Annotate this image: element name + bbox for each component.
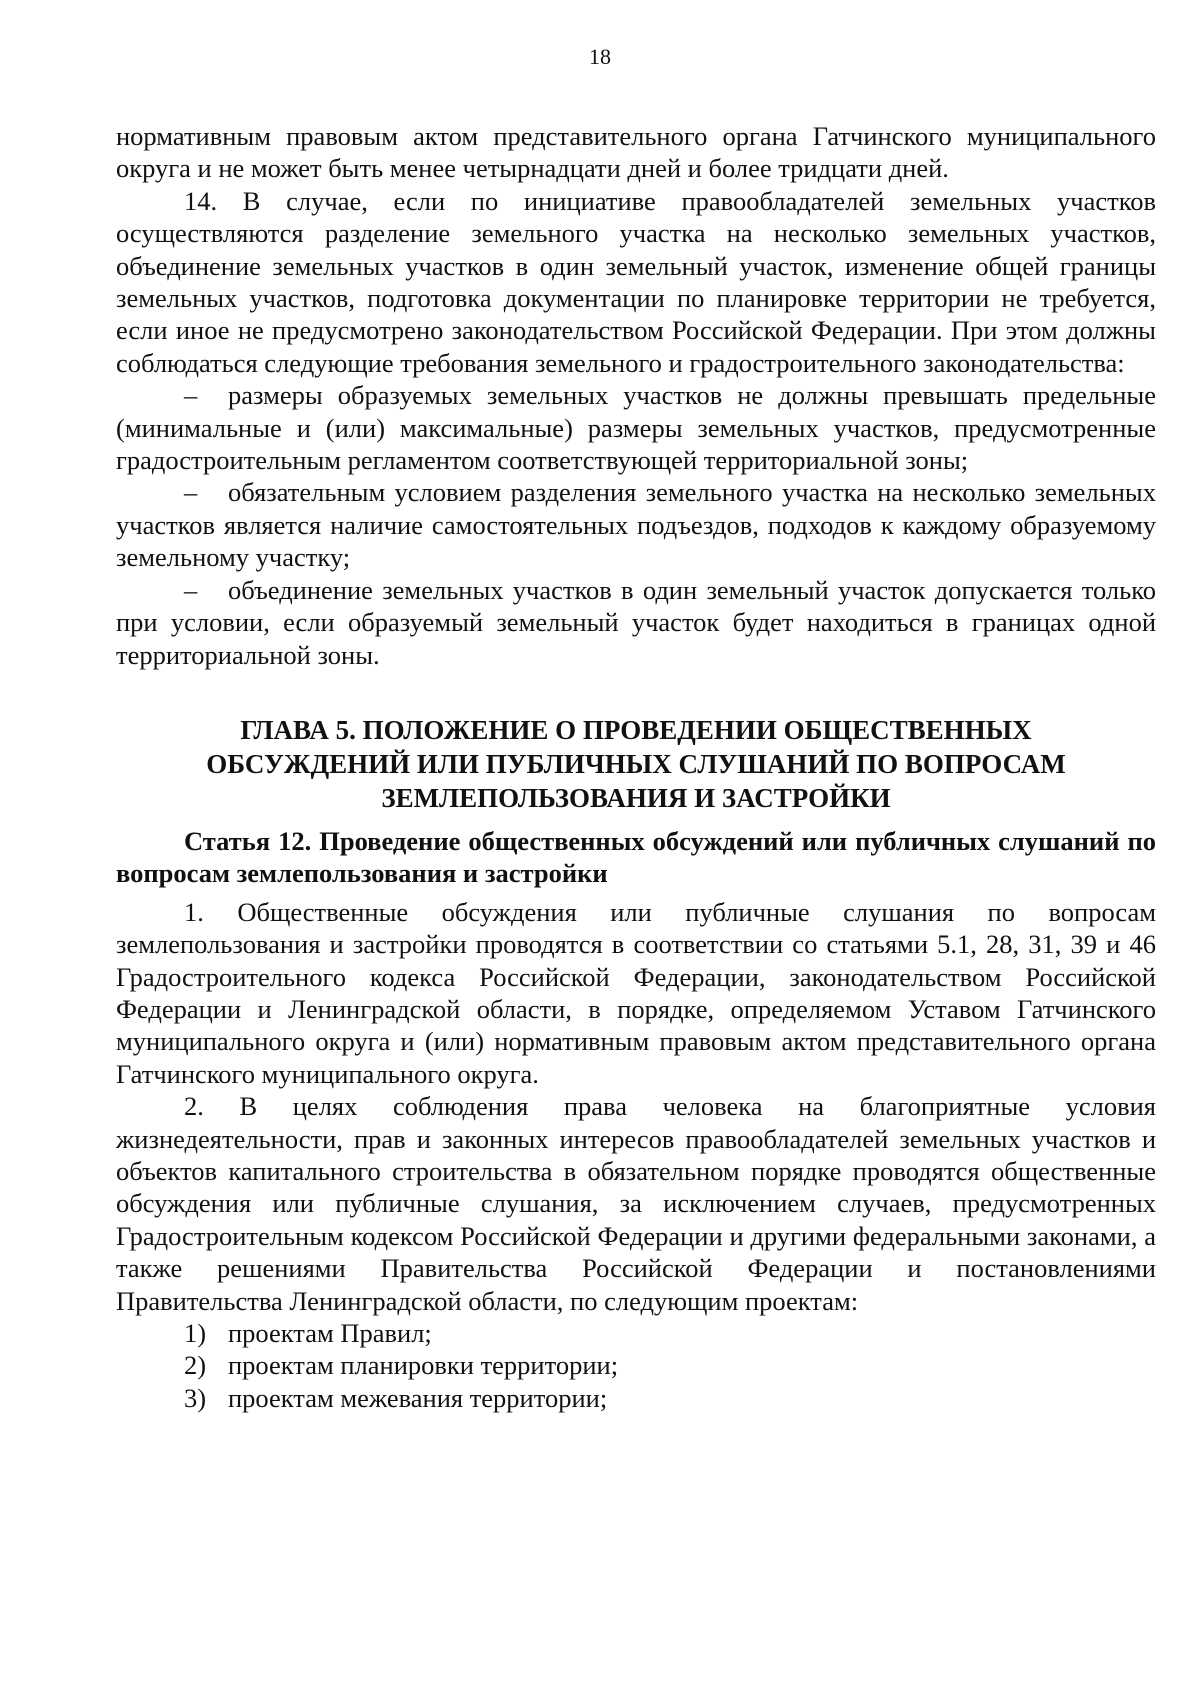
dash-list-item: [116, 379, 1156, 476]
dash-list-text: объединение земельных участков в один земельный участок допускается только при условии, если образуемый земельный участок будет находиться в границах одной территориальной зоны.: [116, 574, 1156, 670]
list-item-text: проектам Правил;: [228, 1318, 432, 1348]
paragraph-continuation: нормативным правовым актом представительного органа Гатчинского муниципального округа и не может быть менее четырнадцати дней и более тридцати дней.: [116, 121, 1156, 184]
list-number: 3): [184, 1382, 207, 1413]
dash-list-item: [116, 476, 1156, 573]
chapter-heading-line: ОБСУЖДЕНИЙ ИЛИ ПУБЛИЧНЫХ СЛУШАНИЙ ПО ВОПРОСАМ: [206, 748, 1066, 779]
list-item-text: проектам планировки территории;: [228, 1350, 619, 1381]
chapter-heading: [116, 713, 1156, 815]
article-paragraph-2: 2. В целях соблюдения права человека на благоприятные условия жизнедеятельности, прав и законных интересов правообладателей земельных участков и объектов капитального строительства в обязательном порядке проводятся общественные обсуждения или публичные слушания, за исключением случаев, предусмотренных Градостроительным кодексом Российской Федерации и другими федеральными законами, а также решениями Правительства Российской Федерации и постановлениями Правительства Ленинградской области, по следующим проектам:: [116, 1091, 1156, 1316]
list-number: 1): [184, 1318, 207, 1348]
page-number: 18: [589, 44, 611, 69]
article-heading: Статья 12. Проведение общественных обсуждений или публичных слушаний по вопросам землепользования и застройки: [116, 825, 1156, 889]
chapter-heading-line: ГЛАВА 5. ПОЛОЖЕНИЕ О ПРОВЕДЕНИИ ОБЩЕСТВЕННЫХ: [240, 714, 1032, 745]
list-item-text: проектам межевания территории;: [228, 1382, 608, 1413]
dash-marker: –: [184, 380, 198, 411]
numbered-list-item: [116, 1349, 1156, 1381]
numbered-list-item: [116, 1382, 1156, 1414]
dash-marker: –: [184, 574, 198, 605]
dash-list-text: размеры образуемых земельных участков не должны превышать предельные (минимальные и (или) максимальные) размеры земельных участков, предусмотренные градостроительным регламентом соответствующей территориальной зоны;: [116, 380, 1156, 476]
list-number: 2): [184, 1350, 207, 1381]
dash-list-text: обязательным условием разделения земельного участка на несколько земельных участков является наличие самостоятельных подъездов, подходов к каждому образуемому земельному участку;: [116, 477, 1156, 573]
paragraph-14: 14. В случае, если по инициативе правообладателей земельных участков осуществляются разделение земельного участка на несколько земельных участков, объединение земельных участков в один земельный участок, изменение общей границы земельных участков, подготовка документации по планировке территории не требуется, если иное не предусмотрено законодательством Российской Федерации. При этом должны соблюдаться следующие требования земельного и градостроительного законодательства:: [116, 185, 1156, 378]
numbered-list-item: [116, 1317, 1156, 1349]
dash-marker: –: [184, 477, 198, 508]
chapter-heading-line: ЗЕМЛЕПОЛЬЗОВАНИЯ И ЗАСТРОЙКИ: [381, 782, 891, 813]
document-body: [116, 120, 1156, 1414]
article-paragraph-1: 1. Общественные обсуждения или публичные слушания по вопросам землепользования и застройки проводятся в соответствии со статьями 5.1, 28, 31, 39 и 46 Градостроительного кодекса Российской Федерации, законодательством Российской Федерации и Ленинградской области, в порядке, определяемом Уставом Гатчинского муниципального округа и (или) нормативным правовым актом представительного органа Гатчинского муниципального округа.: [116, 896, 1156, 1089]
dash-list-item: [116, 574, 1156, 671]
